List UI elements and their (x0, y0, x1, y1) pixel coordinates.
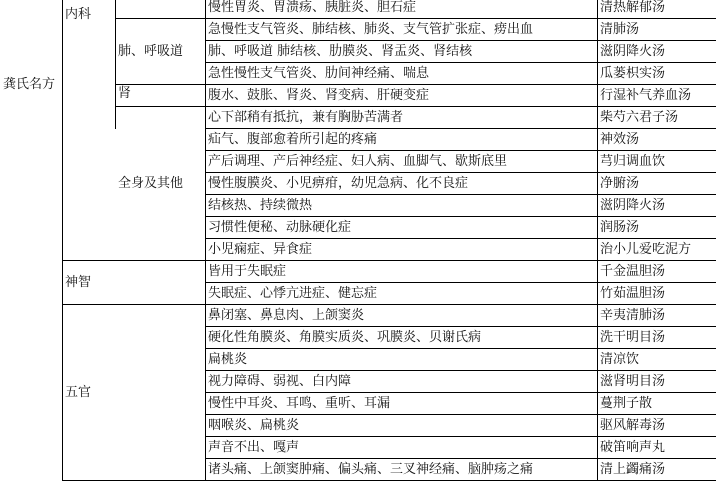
formula-cell: 滋阴降火汤 (597, 41, 716, 62)
disease-cell: 产后调理、产后神经症、妇人病、血脚气、歇斯底里 (205, 151, 597, 172)
disease-cell: 咽喉炎、扁桃炎 (205, 415, 597, 436)
grid-line-horizontal (205, 370, 716, 371)
grid-line-horizontal (205, 62, 716, 63)
disease-cell: 硬化性角膜炎、角膜实质炎、巩膜炎、贝谢氏病 (205, 327, 597, 348)
disease-cell: 皆用于失眠症 (205, 261, 597, 282)
formula-cell: 千金温胆汤 (597, 261, 716, 282)
subgroup-cell: 肺、呼吸道 (115, 19, 205, 84)
formula-cell: 神效汤 (597, 129, 716, 150)
grid-line-horizontal (205, 128, 716, 129)
disease-cell: 慢性中耳炎、耳鸣、重听、耳漏 (205, 393, 597, 414)
disease-cell: 腹水、鼓胀、肾炎、肾变病、肝硬变症 (205, 85, 597, 106)
formula-cell: 净腑汤 (597, 173, 716, 194)
disease-cell: 扁桃炎 (205, 349, 597, 370)
subgroup-cell (115, 0, 205, 18)
source-name-cell: 龚氏名方 (0, 0, 62, 172)
formula-cell: 驱风解毒汤 (597, 415, 716, 436)
grid-line-horizontal (115, 18, 206, 19)
subgroup-cell: 全身及其他 (115, 107, 205, 260)
formula-cell: 清肺汤 (597, 19, 716, 40)
grid-line-horizontal (205, 40, 716, 41)
grid-line-horizontal (205, 194, 716, 195)
grid-line-horizontal (205, 414, 716, 415)
formula-cell: 行湿补气养血汤 (597, 85, 716, 106)
disease-cell: 肺、呼吸道 肺结核、肋膜炎、肾盂炎、肾结核 (205, 41, 597, 62)
formula-cell: 芎归调血饮 (597, 151, 716, 172)
disease-cell: 失眠症、心悸亢进症、健忘症 (205, 283, 597, 304)
disease-cell: 声音不出、嘎声 (205, 437, 597, 458)
formula-cell: 蔓荆子散 (597, 393, 716, 414)
grid-line-vertical (115, 0, 116, 129)
formula-cell: 竹茹温胆汤 (597, 283, 716, 304)
formula-cell: 滋肾明目汤 (597, 371, 716, 392)
grid-line-vertical (597, 0, 598, 481)
formula-cell: 滋阴降火汤 (597, 195, 716, 216)
department-cell: 神智 (62, 261, 115, 304)
grid-line-horizontal (62, 260, 716, 261)
grid-line-horizontal (205, 282, 716, 283)
grid-line-horizontal (205, 326, 716, 327)
disease-cell: 慢性腹膜炎、小児痹疳，幼児急病、化不良症 (205, 173, 597, 194)
disease-cell: 心下部稍有抵抗，兼有胸胁苦满者 (205, 107, 597, 128)
grid-line-horizontal (205, 106, 716, 107)
subgroup-cell (115, 305, 205, 480)
department-cell: 内科 (62, 0, 115, 260)
subgroup-cell: 肾 (115, 85, 205, 106)
grid-line-horizontal (205, 348, 716, 349)
grid-line-horizontal (115, 106, 206, 107)
grid-line-horizontal (62, 480, 716, 481)
grid-line-horizontal (205, 18, 716, 19)
grid-line-vertical (205, 0, 206, 481)
department-cell: 五官 (62, 305, 115, 480)
formula-cell: 破笛响声丸 (597, 437, 716, 458)
disease-cell: 鼻闭塞、鼻息肉、上颌窦炎 (205, 305, 597, 326)
formula-cell: 清凉饮 (597, 349, 716, 370)
grid-line-horizontal (115, 84, 206, 85)
disease-cell: 诸头痛、上颌窦肿痛、偏头痛、三叉神经痛、脑肿疡之痛 (205, 459, 597, 480)
disease-cell: 慢性胃炎、胃溃疡、胰脏炎、胆石症 (205, 0, 597, 18)
disease-cell: 疝气、腹部愈着所引起的疼痛 (205, 129, 597, 150)
disease-cell: 视力障碍、弱视、白内障 (205, 371, 597, 392)
disease-cell: 习惯性便秘、动脉硬化症 (205, 217, 597, 238)
disease-cell: 小児痫症、异食症 (205, 239, 597, 260)
grid-line-horizontal (205, 392, 716, 393)
grid-line-horizontal (205, 150, 716, 151)
grid-line-vertical (62, 0, 63, 481)
formula-cell: 清上蠲痛汤 (597, 459, 716, 480)
grid-line-horizontal (205, 172, 716, 173)
disease-cell: 急慢性支气管炎、肺结核、肺炎、支气管扩张症、痨出血 (205, 19, 597, 40)
disease-cell: 急性慢性支气管炎、肋间神经痛、喘息 (205, 63, 597, 84)
disease-cell: 结核热、持续微热 (205, 195, 597, 216)
grid-line-horizontal (205, 436, 716, 437)
grid-line-horizontal (62, 304, 716, 305)
formula-cell: 辛夷清肺汤 (597, 305, 716, 326)
grid-line-horizontal (205, 238, 716, 239)
subgroup-cell (115, 261, 205, 304)
grid-line-horizontal (205, 458, 716, 459)
formula-cell: 瓜蒌枳实汤 (597, 63, 716, 84)
grid-line-horizontal (205, 84, 716, 85)
formula-cell: 柴芍六君子汤 (597, 107, 716, 128)
formula-cell: 清热解郁汤 (597, 0, 716, 18)
grid-line-horizontal (205, 216, 716, 217)
formula-cell: 润肠汤 (597, 217, 716, 238)
formula-cell: 洗干明目汤 (597, 327, 716, 348)
formula-cell: 治小儿爱吃泥方 (597, 239, 716, 260)
